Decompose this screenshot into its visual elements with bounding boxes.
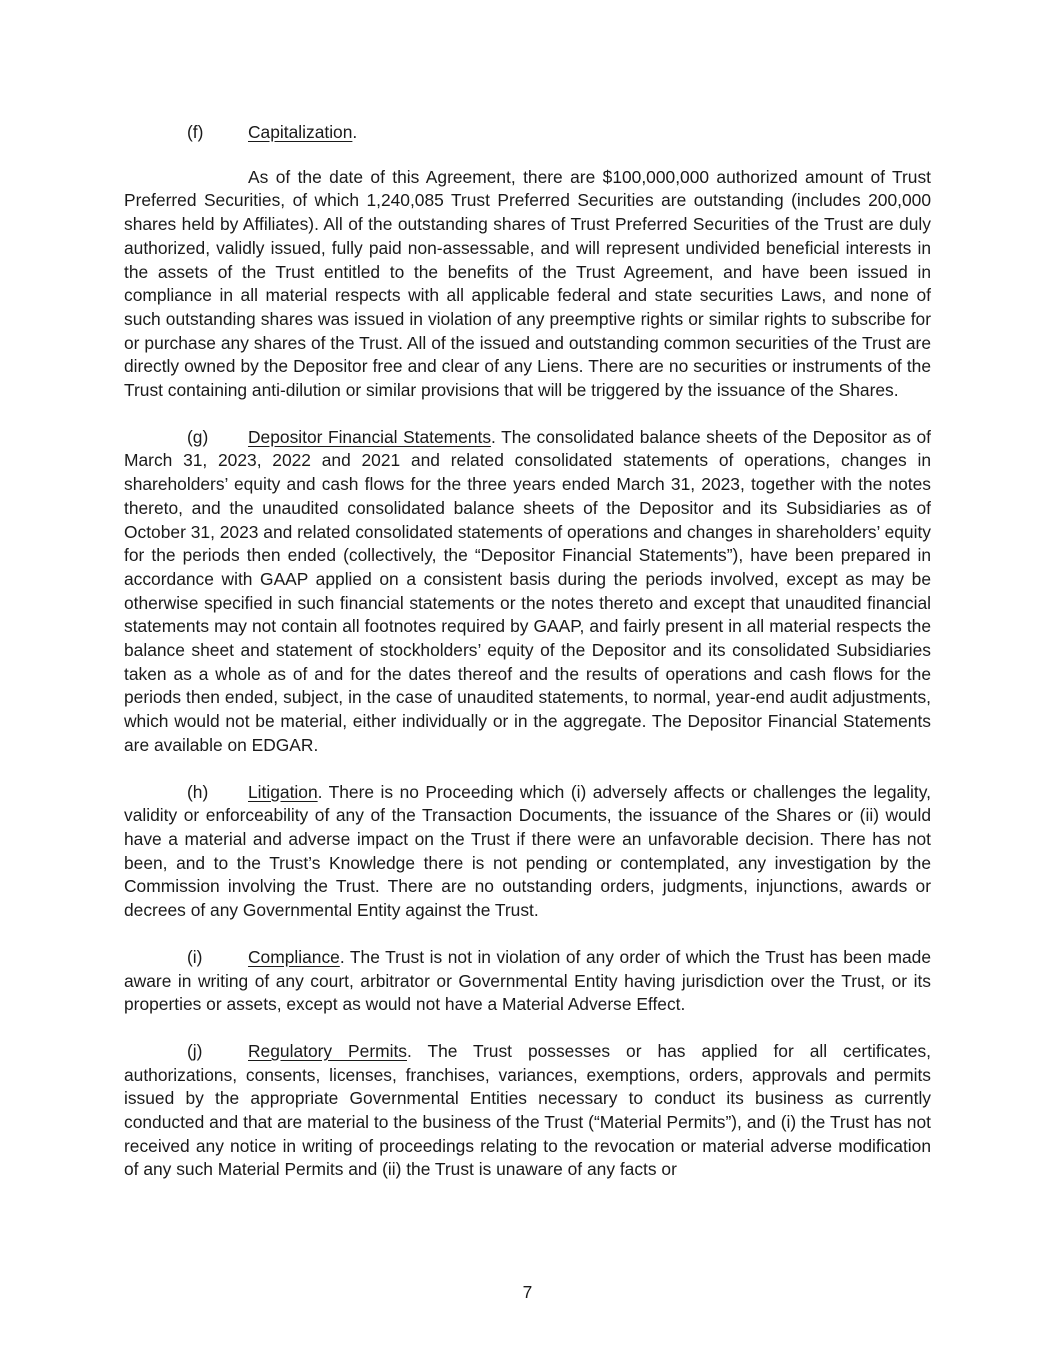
section-f-heading bbox=[124, 121, 931, 145]
section-g-title: Depositor Financial Statements bbox=[248, 426, 492, 447]
section-g-label: (g) bbox=[187, 426, 209, 447]
section-i-label: (i) bbox=[187, 946, 203, 967]
section-g-paragraph bbox=[124, 426, 931, 758]
section-j-paragraph bbox=[124, 1040, 931, 1182]
section-f-title: Capitalization bbox=[248, 122, 353, 142]
section-g-body: . The consolidated balance sheets of the Depositor as of March 31, 2023, 2022 and 2021 and related consolidated statements of operations, changes in shareholders’ equity and cash flows for the three years ended March 31, 2023, together with the notes thereto, and the unaudited consolidated balance sheets of the Depositor and its Subsidiaries as of October 31, 2023 and related consolidated statements of operations and changes in shareholders’ equity for the periods then ended (collectively, the “Depositor Financial Statements”), have been prepared in accordance with GAAP applied on a consistent basis during the periods involved, except as may be otherwise specified in such financial statements or the notes thereto and except that unaudited financial statements may not contain all footnotes required by GAAP, and fairly present in all material respects the balance sheet and statement of stockholders’ equity of the Depositor and its consolidated Subsidiaries taken as a whole as of and for the dates thereof and the results of operations and cash flows for the periods then ended, subject, in the case of unaudited statements, to normal, year-end audit adjustments, which would not be material, either individually or in the aggregate. The Depositor Financial Statements are available on EDGAR. bbox=[124, 426, 931, 755]
section-h-title: Litigation bbox=[248, 781, 318, 802]
section-h-label: (h) bbox=[187, 781, 209, 802]
section-f-body: As of the date of this Agreement, there are $100,000,000 authorized amount of Trust Preferred Securities, of which 1,240,085 Trust Preferred Securities are outstanding (includes 200,000 shares held by Affiliates). All of the outstanding shares of Trust Preferred Securities of the Trust are duly authorized, validly issued, fully paid non-assessable, and will represent undivided beneficial interests in the assets of the Trust entitled to the benefits of the Trust Agreement, and have been issued in compliance in all material respects with all applicable federal and state securities Laws, and none of such outstanding shares was issued in violation of any preemptive rights or similar rights to subscribe for or purchase any shares of the Trust. All of the issued and outstanding common securities of the Trust are directly owned by the Depositor free and clear of any Liens. There are no securities or instruments of the Trust containing anti-dilution or similar provisions that will be triggered by the issuance of the Shares. bbox=[124, 166, 931, 401]
section-f-label: (f) bbox=[187, 122, 204, 142]
page-number: 7 bbox=[522, 1282, 533, 1302]
section-h-paragraph bbox=[124, 781, 931, 923]
section-i-title: Compliance bbox=[248, 946, 340, 967]
section-h-body: . There is no Proceeding which (i) adversely affects or challenges the legality, validity or enforceability of any of the Transaction Documents, the issuance of the Shares or (ii) would have a material and adverse impact on the Trust if there were an unfavorable decision. There has not been, and to the Trust’s Knowledge there is not pending or contemplated, any investigation by the Commission involving the Trust. There are no outstanding orders, judgments, injunctions, awards or decrees of any Governmental Entity against the Trust. bbox=[124, 781, 931, 921]
section-j-title: Regulatory Permits bbox=[248, 1040, 407, 1061]
section-i-body: . The Trust is not in violation of any order of which the Trust has been made aware in writing of any court, arbitrator or Governmental Entity having jurisdiction over the Trust, or its properties or assets, except as would not have a Material Adverse Effect. bbox=[124, 946, 931, 1015]
section-j-label: (j) bbox=[187, 1040, 203, 1061]
section-i-paragraph bbox=[124, 946, 931, 1017]
section-j-body: . The Trust possesses or has applied for all certificates, authorizations, consents, licenses, franchises, variances, exemptions, orders, approvals and permits issued by the appropriate Governmental Entities necessary to conduct its business as currently conducted and that are material to the business of the Trust (“Material Permits”), and (i) the Trust has not received any notice in writing of proceedings relating to the revocation or material adverse modification of any such Material Permits and (ii) the Trust is unaware of any facts or bbox=[124, 1040, 931, 1180]
section-f-title-period: . bbox=[352, 122, 358, 142]
page-body bbox=[124, 121, 931, 1205]
